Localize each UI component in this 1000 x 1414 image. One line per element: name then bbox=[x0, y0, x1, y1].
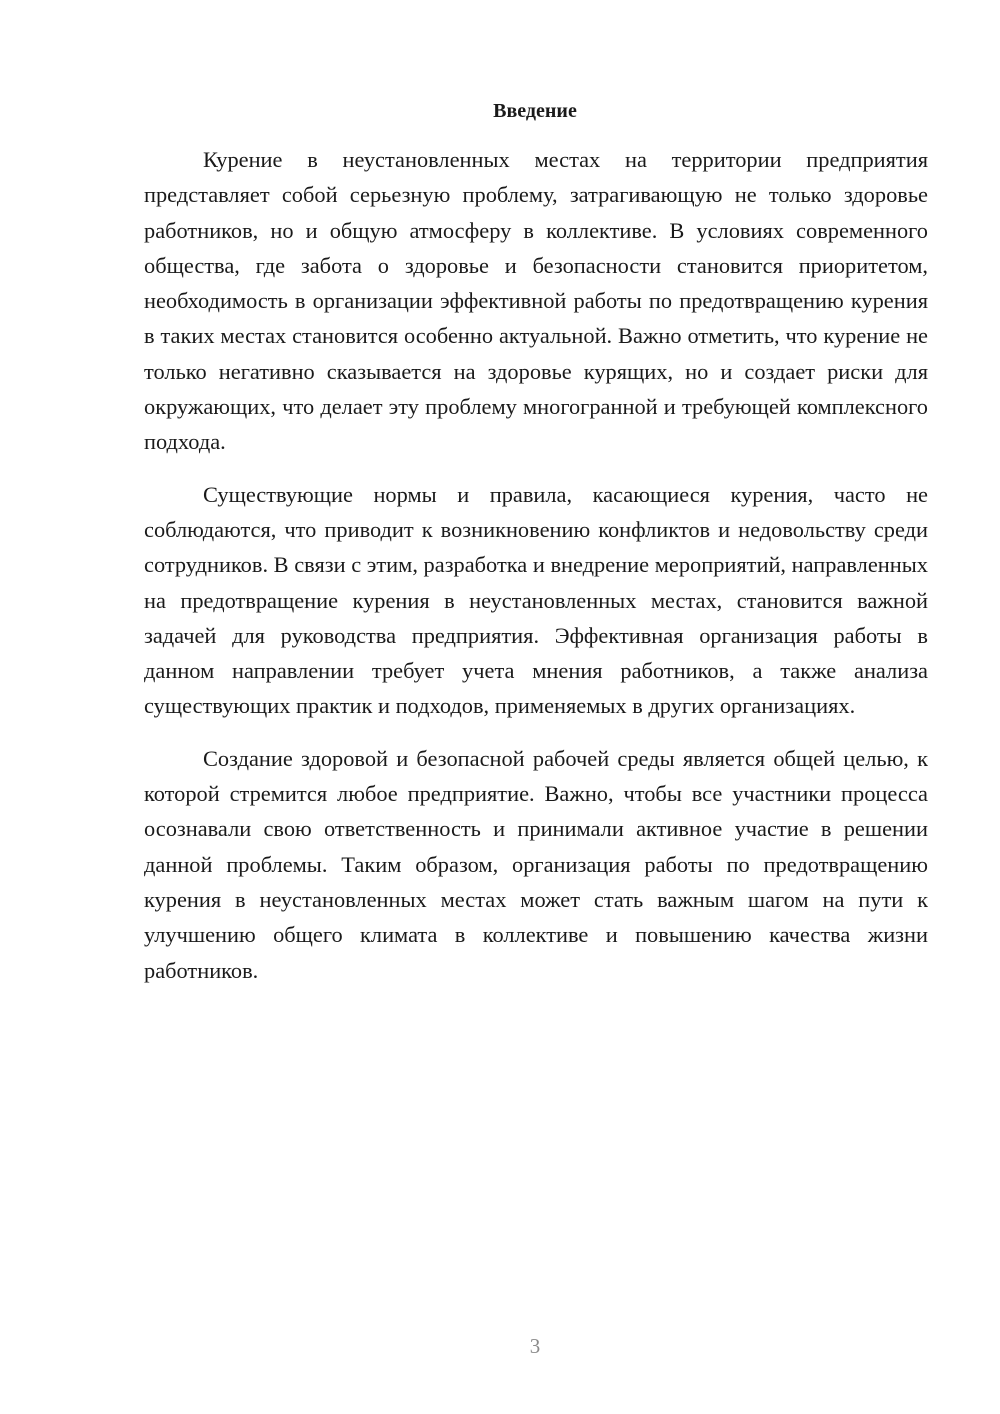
body-text bbox=[144, 142, 928, 1005]
paragraph-3: Создание здоровой и безопасной рабочей среды является общей целью, к которой стремится любое предприятие. Важно, чтобы все участники процесса осознавали свою ответственность и принимали активное участие в решении данной проблемы. Таким образом, организация работы по предотвращению курения в неустановленных местах может стать важным шагом на пути к улучшению общего климата в коллективе и повышению качества жизни работников. bbox=[144, 745, 928, 983]
paragraph-1: Курение в неустановленных местах на территории предприятия представляет собой серьезную проблему, затрагивающую не только здоровье работников, но и общую атмосферу в коллективе. В условиях современного общества, где забота о здоровье и безопасности становится приоритетом, необходимость в организации эффективной работы по предотвращению курения в таких местах становится особенно актуальной. Важно отметить, что курение не только негативно сказывается на здоровье курящих, но и создает риски для окружающих, что делает эту проблему многогранной и требующей комплексного подхода. bbox=[144, 147, 928, 455]
section-heading: Введение bbox=[493, 100, 577, 122]
paragraph-2: Существующие нормы и правила, касающиеся курения, часто не соблюдаются, что приводит к возникновению конфликтов и недовольству среди сотрудников. В связи с этим, разработка и внедрение мероприятий, направленных на предотвращение курения в неустановленных местах, становится важной задачей для руководства предприятия. Эффективная организация работы в данном направлении требует учета мнения работников, а также анализа существующих практик и подходов, применяемых в других организациях. bbox=[144, 481, 928, 719]
page-number: 3 bbox=[529, 1334, 541, 1358]
